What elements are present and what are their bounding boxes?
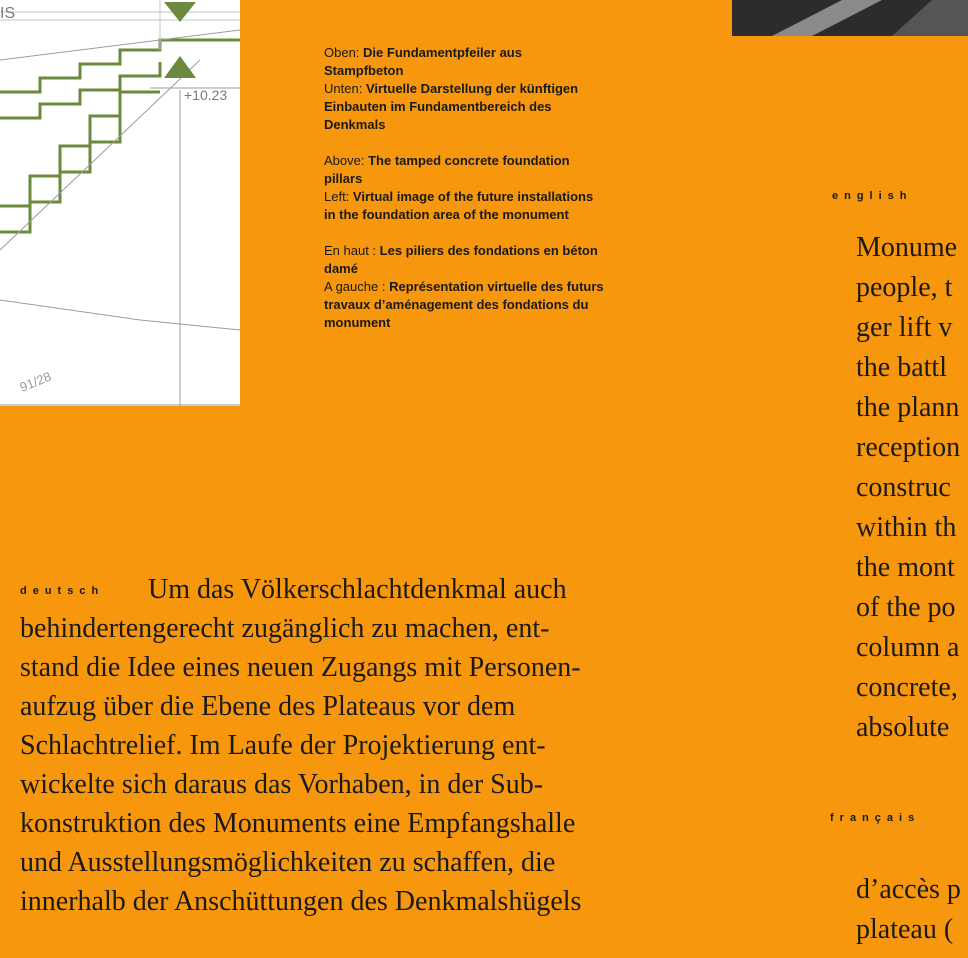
english-body-text	[856, 228, 968, 748]
caption-label: Left:	[324, 189, 350, 204]
text-line: concrete,	[856, 672, 958, 703]
text-line: innerhalb der Anschüttungen des Denkmalshügels	[20, 886, 582, 917]
text-line: people, t	[856, 272, 953, 303]
monument-photo	[732, 0, 968, 36]
text-line: the mont	[856, 552, 955, 583]
caption-label: A gauche :	[324, 279, 386, 294]
text-line: stand die Idee eines neuen Zugangs mit Personen-	[20, 652, 581, 683]
text-line: ger lift v	[856, 312, 953, 343]
text-line: behindertengerecht zugänglich zu machen, ent-	[20, 613, 550, 644]
text-line: Um das Völkerschlachtdenkmal auch	[148, 574, 567, 605]
caption-text: The tamped concrete foundation pillars	[324, 153, 570, 186]
text-line: within th	[856, 512, 957, 543]
caption-label: Above:	[324, 153, 365, 168]
text-line: of the po	[856, 592, 956, 623]
text-line: construc	[856, 472, 951, 503]
language-tag-german: deutsch	[20, 585, 105, 597]
language-tag-english: english	[832, 190, 913, 202]
foundation-drawing	[0, 0, 240, 406]
caption-text: Die Fundamentpfeiler aus Stampfbeton	[324, 45, 522, 78]
caption-english	[324, 152, 604, 224]
caption-label: Oben:	[324, 45, 360, 60]
image-captions	[324, 44, 604, 350]
text-line: the battl	[856, 352, 947, 383]
caption-label: En haut :	[324, 243, 377, 258]
text-line: wickelte sich daraus das Vorhaben, in der Sub-	[20, 769, 544, 800]
caption-text: Virtual image of the future installations in the foundation area of the monument	[324, 189, 594, 222]
text-line: aufzug über die Ebene des Plateaus vor dem	[20, 691, 516, 722]
german-body-text	[20, 570, 740, 921]
text-line: column a	[856, 632, 960, 663]
language-tag-french: français	[830, 812, 921, 824]
text-line: Monume	[856, 232, 958, 263]
caption-text: Représentation virtuelle des futurs travaux d’aménagement des fondations du monument	[324, 279, 604, 330]
text-line: plateau (	[856, 914, 954, 945]
caption-text: Les piliers des fondations en béton damé	[324, 243, 598, 276]
french-body-text	[856, 870, 968, 950]
text-line: the plann	[856, 392, 960, 423]
text-line: Schlachtrelief. Im Laufe der Projektierung ent-	[20, 730, 546, 761]
drawing-svg	[0, 0, 240, 406]
caption-text: Virtuelle Darstellung der künftigen Einbauten im Fundamentbereich des Denkmals	[324, 81, 579, 132]
level-label: +10.23	[184, 87, 228, 103]
caption-french	[324, 242, 604, 332]
caption-german	[324, 44, 604, 134]
text-line: absolute	[856, 712, 950, 743]
text-line: d’accès p	[856, 874, 961, 905]
text-line: konstruktion des Monuments eine Empfangshalle	[20, 808, 576, 839]
caption-label: Unten:	[324, 81, 363, 96]
photo-svg	[732, 0, 968, 36]
drawing-corner-label: IS	[0, 5, 16, 22]
text-line: und Ausstellungsmöglichkeiten zu schaffen, die	[20, 847, 556, 878]
drawing-number-label: 91/28	[17, 368, 54, 395]
text-line: reception	[856, 432, 961, 463]
